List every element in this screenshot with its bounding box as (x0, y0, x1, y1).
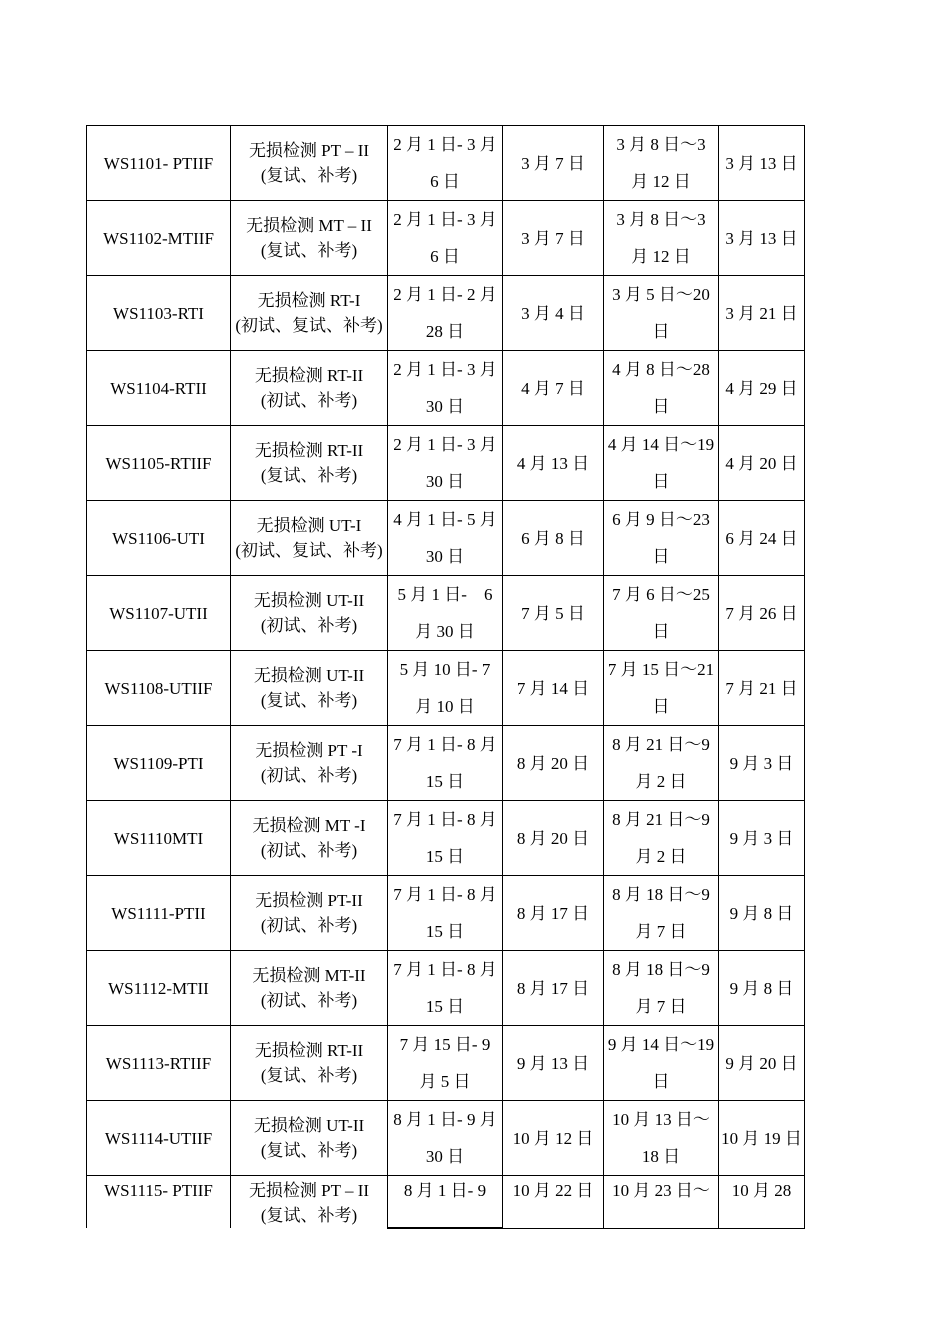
course-name-cell-text: 无损检测 UT-I (256, 516, 362, 535)
apply-period-cell-text: 8 月 1 日- 9 (403, 1181, 487, 1200)
apply-period-cell-text: 7 月 1 日- 8 月 15 日 (393, 885, 497, 941)
exam-date-cell (719, 351, 805, 426)
apply-period-cell-text: 2 月 1 日- 3 月 30 日 (393, 360, 497, 416)
exam-date-cell-text: 3 月 13 日 (725, 153, 798, 173)
course-name-cell (231, 126, 388, 201)
exam-date-cell-text: 3 月 13 日 (725, 228, 798, 248)
exam-date-cell-text: 9 月 20 日 (725, 1053, 798, 1073)
exam-date-cell (719, 801, 805, 876)
course-code-cell-text: WS1103-RTI (113, 303, 204, 323)
exam-schedule-table (86, 125, 805, 1229)
exam-date-cell (719, 1026, 805, 1101)
exam-date-cell (719, 576, 805, 651)
deadline-cell (503, 651, 604, 726)
course-name-cell (231, 801, 388, 876)
deadline-cell (503, 501, 604, 576)
course-code-cell-text: WS1101- PTIIF (103, 153, 214, 173)
deadline-cell (503, 201, 604, 276)
apply-period-cell (388, 276, 503, 351)
training-period-cell (604, 576, 719, 651)
training-period-cell (604, 1101, 719, 1176)
exam-date-cell-text: 9 月 3 日 (729, 828, 794, 848)
deadline-cell (503, 801, 604, 876)
exam-date-cell-text: 10 月 28 (731, 1181, 792, 1200)
table-row (87, 726, 805, 801)
course-code-cell-text: WS1113-RTIIF (105, 1053, 212, 1073)
apply-period-cell (388, 501, 503, 576)
course-code-cell-text: WS1115- PTIIF (104, 1181, 213, 1200)
table-row (87, 576, 805, 651)
training-period-cell-text: 7 月 15 日～21 日 (607, 660, 715, 716)
course-code-cell-text: WS1108-UTIIF (104, 678, 213, 698)
training-period-cell (604, 501, 719, 576)
training-period-cell-text: 8 月 18 日～9 月 7 日 (612, 885, 710, 941)
training-period-cell (604, 1176, 719, 1229)
training-period-cell-text: 9 月 14 日～19 日 (607, 1035, 715, 1091)
apply-period-cell (388, 876, 503, 951)
course-code-cell-text: WS1111-PTII (111, 903, 206, 923)
training-period-cell-text: 3 月 8 日～3 月 12 日 (616, 210, 706, 266)
deadline-cell (503, 351, 604, 426)
course-name-cell (231, 1026, 388, 1101)
course-name-cell-text: 无损检测 PT -I (255, 741, 363, 760)
course-name-cell (231, 201, 388, 276)
deadline-cell-text: 8 月 17 日 (516, 903, 590, 923)
course-code-cell (87, 801, 231, 876)
deadline-cell (503, 126, 604, 201)
exam-date-cell-text: 6 月 24 日 (725, 528, 798, 548)
deadline-cell-text: 7 月 14 日 (516, 678, 590, 698)
course-code-cell-text: WS1102-MTIIF (103, 228, 214, 248)
course-name-cell-text: (初试、复试、补考) (235, 316, 383, 335)
exam-date-cell-text: 4 月 20 日 (725, 453, 798, 473)
course-code-cell (87, 1176, 231, 1229)
exam-date-cell-text: 10 月 19 日 (721, 1128, 802, 1148)
deadline-cell (503, 576, 604, 651)
course-code-cell (87, 501, 231, 576)
apply-period-cell (388, 351, 503, 426)
apply-period-cell-text: 2 月 1 日- 2 月 28 日 (393, 285, 497, 341)
deadline-cell-text: 7 月 5 日 (521, 603, 585, 623)
course-name-cell-text: 无损检测 PT – II (248, 1181, 370, 1200)
exam-date-cell (719, 126, 805, 201)
apply-period-cell (388, 726, 503, 801)
training-period-cell-text: 3 月 8 日～3 月 12 日 (616, 135, 706, 191)
exam-date-cell (719, 426, 805, 501)
deadline-cell-text: 3 月 7 日 (521, 228, 585, 248)
exam-date-cell-text: 7 月 21 日 (725, 678, 798, 698)
course-code-cell-text: WS1112-MTII (108, 978, 209, 998)
deadline-cell-text: 9 月 13 日 (516, 1053, 590, 1073)
course-code-cell-text: WS1105-RTIIF (105, 453, 212, 473)
course-name-cell (231, 1101, 388, 1176)
course-name-cell-text: (初试、补考) (260, 991, 358, 1010)
exam-date-cell (719, 726, 805, 801)
course-name-cell-text: (复试、补考) (260, 1141, 358, 1160)
course-name-cell-text: 无损检测 RT-II (254, 366, 364, 385)
course-code-cell (87, 126, 231, 201)
course-name-cell-text: 无损检测 RT-II (254, 441, 364, 460)
apply-period-cell-text: 2 月 1 日- 3 月 6 日 (393, 135, 497, 191)
deadline-cell-text: 4 月 7 日 (521, 378, 585, 398)
course-code-cell (87, 1101, 231, 1176)
course-name-cell-text: (复试、补考) (260, 241, 358, 260)
course-name-cell (231, 876, 388, 951)
table-row (87, 876, 805, 951)
exam-date-cell (719, 276, 805, 351)
course-name-cell (231, 651, 388, 726)
apply-period-cell (388, 1026, 503, 1101)
training-period-cell (604, 426, 719, 501)
apply-period-cell-text: 2 月 1 日- 3 月 6 日 (393, 210, 497, 266)
apply-period-cell-text: 5 月 10 日- 7 月 10 日 (399, 660, 491, 716)
course-name-cell-text: (初试、复试、补考) (235, 541, 383, 560)
exam-date-cell (719, 1176, 805, 1229)
training-period-cell (604, 276, 719, 351)
course-name-cell-text: 无损检测 UT-II (253, 1116, 365, 1135)
course-code-cell (87, 351, 231, 426)
training-period-cell-text: 7 月 6 日～25 日 (612, 585, 710, 641)
training-period-cell-text: 10 月 13 日～18 日 (612, 1110, 710, 1166)
course-name-cell-text: (复试、补考) (260, 1066, 358, 1085)
training-period-cell-text: 8 月 18 日～9 月 7 日 (612, 960, 710, 1016)
course-name-cell-text: (复试、补考) (260, 1206, 358, 1225)
table-row (87, 1101, 805, 1176)
training-period-cell-text: 8 月 21 日～9 月 2 日 (612, 735, 710, 791)
exam-date-cell-text: 3 月 21 日 (725, 303, 798, 323)
table-row (87, 426, 805, 501)
training-period-cell (604, 801, 719, 876)
course-name-cell-text: (初试、补考) (260, 391, 358, 410)
table-row (87, 276, 805, 351)
table-row (87, 126, 805, 201)
course-name-cell-text: (复试、补考) (260, 166, 358, 185)
deadline-cell-text: 8 月 20 日 (516, 828, 590, 848)
deadline-cell (503, 951, 604, 1026)
training-period-cell-text: 4 月 8 日～28 日 (612, 360, 710, 416)
course-name-cell-text: 无损检测 UT-II (253, 666, 365, 685)
apply-period-cell (388, 651, 503, 726)
exam-date-cell (719, 951, 805, 1026)
table-row (87, 351, 805, 426)
course-name-cell (231, 726, 388, 801)
apply-period-cell (388, 576, 503, 651)
deadline-cell-text: 8 月 17 日 (516, 978, 590, 998)
training-period-cell (604, 876, 719, 951)
exam-date-cell-text: 7 月 26 日 (725, 603, 798, 623)
training-period-cell-text: 8 月 21 日～9 月 2 日 (612, 810, 710, 866)
exam-date-cell-text: 9 月 8 日 (729, 903, 794, 923)
course-code-cell-text: WS1107-UTII (109, 603, 208, 623)
course-name-cell (231, 501, 388, 576)
apply-period-cell-text: 7 月 15 日- 9 月 5 日 (399, 1035, 491, 1091)
apply-period-cell (388, 951, 503, 1026)
apply-period-cell-text: 5 月 1 日- 6 月 30 日 (397, 585, 493, 641)
course-code-cell (87, 201, 231, 276)
deadline-cell-text: 10 月 12 日 (512, 1128, 594, 1148)
training-period-cell (604, 351, 719, 426)
course-name-cell-text: 无损检测 MT-II (252, 966, 366, 985)
apply-period-cell-text: 7 月 1 日- 8 月 15 日 (393, 960, 497, 1016)
course-code-cell (87, 726, 231, 801)
course-name-cell-text: 无损检测 PT-II (255, 891, 363, 910)
deadline-cell (503, 276, 604, 351)
course-name-cell (231, 1176, 388, 1229)
table-row (87, 201, 805, 276)
deadline-cell-text: 3 月 7 日 (521, 153, 585, 173)
deadline-cell-text: 6 月 8 日 (521, 528, 585, 548)
course-name-cell (231, 951, 388, 1026)
course-name-cell-text: 无损检测 RT-I (257, 291, 361, 310)
course-code-cell (87, 876, 231, 951)
course-name-cell (231, 351, 388, 426)
training-period-cell-text: 3 月 5 日～20 日 (612, 285, 710, 341)
course-code-cell-text: WS1104-RTII (110, 378, 207, 398)
training-period-cell-text: 6 月 9 日～23 日 (612, 510, 710, 566)
course-name-cell (231, 276, 388, 351)
deadline-cell (503, 1026, 604, 1101)
apply-period-cell-text: 7 月 1 日- 8 月 15 日 (393, 735, 497, 791)
course-code-cell (87, 426, 231, 501)
apply-period-cell-text: 2 月 1 日- 3 月 30 日 (393, 435, 497, 491)
exam-date-cell-text: 9 月 8 日 (729, 978, 794, 998)
apply-period-cell (388, 426, 503, 501)
course-code-cell-text: WS1106-UTI (112, 528, 205, 548)
course-code-cell (87, 276, 231, 351)
training-period-cell-text: 10 月 23 日～ (612, 1181, 710, 1200)
training-period-cell (604, 651, 719, 726)
apply-period-cell (388, 1101, 503, 1176)
course-code-cell (87, 576, 231, 651)
apply-period-cell (388, 201, 503, 276)
deadline-cell (503, 726, 604, 801)
apply-period-cell (388, 126, 503, 201)
apply-period-cell-text: 8 月 1 日- 9 月 30 日 (393, 1110, 497, 1166)
deadline-cell-text: 4 月 13 日 (516, 453, 590, 473)
course-code-cell-text: WS1110MTI (113, 828, 204, 848)
deadline-cell-text: 10 月 22 日 (512, 1181, 594, 1200)
course-name-cell-text: 无损检测 RT-II (254, 1041, 364, 1060)
exam-date-cell-text: 4 月 29 日 (725, 378, 798, 398)
exam-date-cell (719, 501, 805, 576)
course-code-cell-text: WS1109-PTI (113, 753, 204, 773)
table-row (87, 801, 805, 876)
training-period-cell-text: 4 月 14 日～19 日 (607, 435, 715, 491)
course-name-cell-text: (初试、补考) (260, 616, 358, 635)
apply-period-cell-text: 4 月 1 日- 5 月 30 日 (393, 510, 497, 566)
course-name-cell-text: 无损检测 UT-II (253, 591, 365, 610)
table-row (87, 501, 805, 576)
course-name-cell-text: (初试、补考) (260, 841, 358, 860)
table-row (87, 1026, 805, 1101)
course-name-cell-text: 无损检测 MT -I (252, 816, 366, 835)
exam-date-cell (719, 651, 805, 726)
schedule-body (87, 126, 805, 1229)
training-period-cell (604, 201, 719, 276)
table-row (87, 951, 805, 1026)
training-period-cell (604, 126, 719, 201)
course-name-cell-text: (初试、补考) (260, 766, 358, 785)
training-period-cell (604, 951, 719, 1026)
apply-period-cell-text: 7 月 1 日- 8 月 15 日 (393, 810, 497, 866)
course-code-cell (87, 651, 231, 726)
training-period-cell (604, 726, 719, 801)
exam-date-cell (719, 876, 805, 951)
deadline-cell (503, 1176, 604, 1229)
course-name-cell-text: 无损检测 PT – II (248, 141, 370, 160)
apply-period-cell (388, 801, 503, 876)
course-code-cell (87, 951, 231, 1026)
course-code-cell (87, 1026, 231, 1101)
course-name-cell (231, 426, 388, 501)
deadline-cell-text: 8 月 20 日 (516, 753, 590, 773)
training-period-cell (604, 1026, 719, 1101)
exam-date-cell (719, 1101, 805, 1176)
table-row (87, 1176, 805, 1229)
course-name-cell-text: (初试、补考) (260, 916, 358, 935)
course-code-cell-text: WS1114-UTIIF (104, 1128, 213, 1148)
course-name-cell-text: (复试、补考) (260, 466, 358, 485)
exam-date-cell (719, 201, 805, 276)
apply-period-cell (388, 1176, 503, 1229)
exam-date-cell-text: 9 月 3 日 (729, 753, 794, 773)
deadline-cell (503, 1101, 604, 1176)
course-name-cell-text: 无损检测 MT – II (246, 216, 372, 235)
course-name-cell (231, 576, 388, 651)
course-name-cell-text: (复试、补考) (260, 691, 358, 710)
deadline-cell-text: 3 月 4 日 (521, 303, 585, 323)
table-row (87, 651, 805, 726)
deadline-cell (503, 876, 604, 951)
deadline-cell (503, 426, 604, 501)
